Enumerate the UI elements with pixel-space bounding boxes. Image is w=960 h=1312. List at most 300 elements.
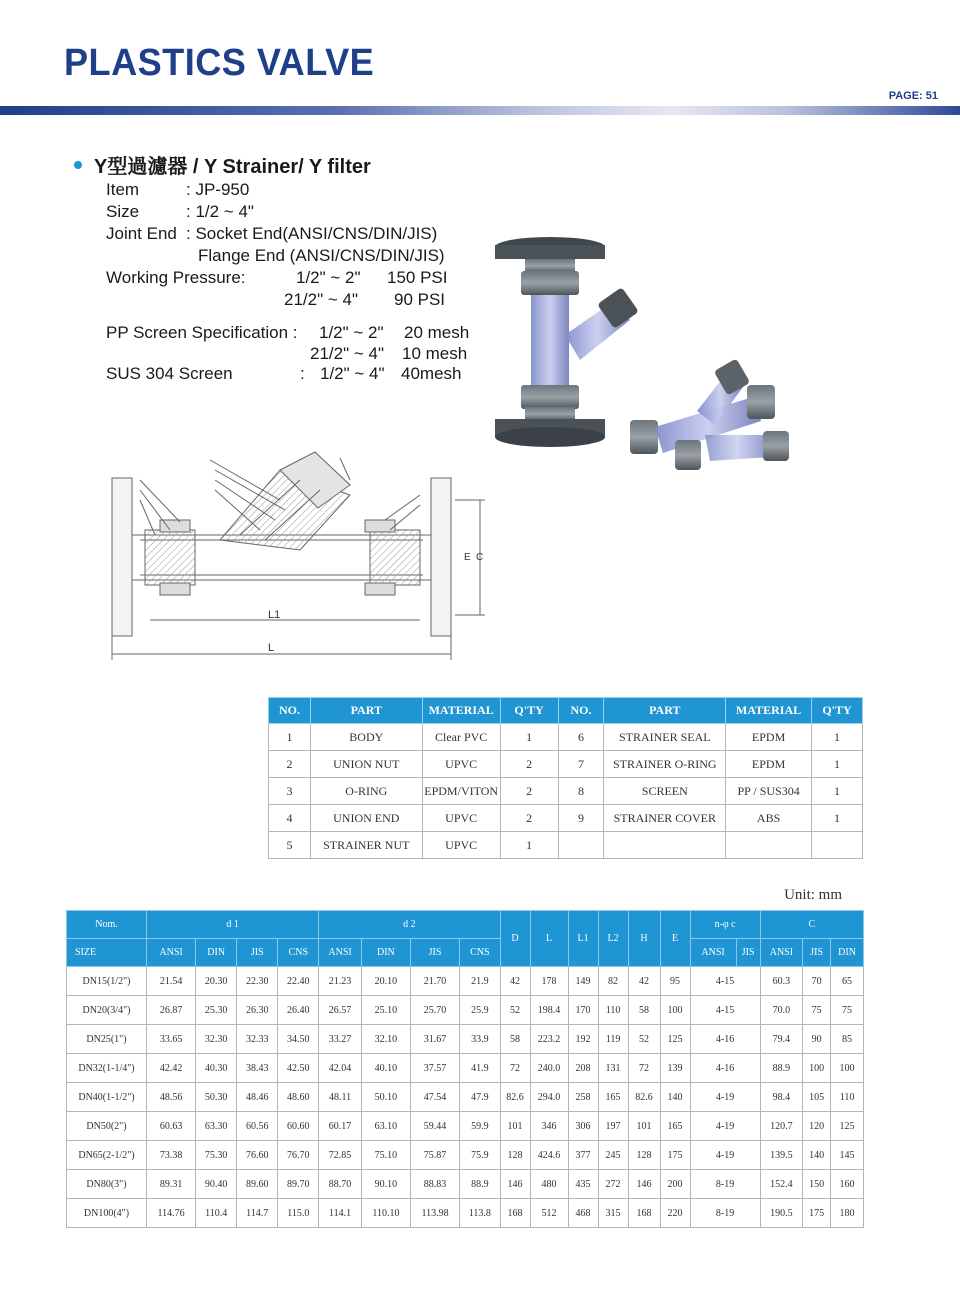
dims-table-cell: 294.0	[530, 1083, 568, 1112]
dims-table-cell: 100	[660, 996, 690, 1025]
dims-table-cell: 131	[598, 1054, 628, 1083]
dims-table-cell: 140	[803, 1141, 831, 1170]
parts-table-row	[269, 778, 863, 805]
parts-table-body	[269, 724, 863, 859]
dims-table-cell: 170	[568, 996, 598, 1025]
dims-table-cell: 98.4	[760, 1083, 803, 1112]
dims-table-cell: 48.11	[319, 1083, 362, 1112]
dims-table-cell: 8-19	[690, 1199, 760, 1228]
dims-table-cell: 88.70	[319, 1170, 362, 1199]
dims-header-C: C	[760, 911, 863, 939]
dims-table-cell: 59.9	[460, 1112, 500, 1141]
dims-table-cell: 21.23	[319, 967, 362, 996]
dims-sub-header: JIS	[736, 939, 760, 967]
page-number: PAGE: 51	[888, 90, 938, 102]
dims-table-cell: 33.9	[460, 1025, 500, 1054]
dims-table-cell: 480	[530, 1170, 568, 1199]
dims-table-cell: 85	[831, 1025, 864, 1054]
dims-table-row	[67, 1112, 864, 1141]
spec-pp-value-2: 10 mesh	[402, 344, 468, 363]
dims-table-cell: 25.10	[361, 996, 410, 1025]
dims-table-cell: 306	[568, 1112, 598, 1141]
dims-table-row	[67, 1054, 864, 1083]
parts-table-cell: 8	[558, 778, 604, 805]
dims-table-cell: 75.87	[410, 1141, 459, 1170]
dims-size-cell: DN20(3/4")	[67, 996, 147, 1025]
dims-table-cell: 95	[660, 967, 690, 996]
page-title: PLASTICS VALVE	[64, 42, 375, 84]
dims-header-nom: Nom.	[67, 911, 147, 939]
spec-joint-value-flange: Flange End (ANSI/CNS/DIN/JIS)	[198, 246, 445, 265]
dims-table-cell: 315	[598, 1199, 628, 1228]
dims-table-cell: 145	[831, 1141, 864, 1170]
header-divider-bar	[0, 106, 960, 115]
bullet-icon	[74, 161, 82, 169]
spec-pressure-label: Working Pressure:	[106, 268, 246, 287]
dims-table-cell: 42	[500, 967, 530, 996]
dims-table-cell: 120	[803, 1112, 831, 1141]
dims-table-cell: 100	[831, 1054, 864, 1083]
dims-table-cell: 8-19	[690, 1170, 760, 1199]
dims-size-cell: DN40(1-1/2")	[67, 1083, 147, 1112]
dims-table-cell: 58	[628, 996, 660, 1025]
dims-table-cell: 75.10	[361, 1141, 410, 1170]
dims-table-cell: 110	[831, 1083, 864, 1112]
spec-pp-label: PP Screen Specification :	[106, 323, 298, 342]
dims-table-cell: 160	[831, 1170, 864, 1199]
parts-table-row	[269, 805, 863, 832]
flanged-strainer-image	[495, 237, 639, 447]
parts-header-row	[269, 698, 863, 724]
dims-table-cell: 21.54	[147, 967, 196, 996]
dims-header-D: D	[500, 911, 530, 967]
dims-table-cell: 258	[568, 1083, 598, 1112]
dims-table-row	[67, 1025, 864, 1054]
dims-table-cell: 26.30	[237, 996, 278, 1025]
dims-table-cell: 60.56	[237, 1112, 278, 1141]
dims-table-cell: 128	[628, 1141, 660, 1170]
dims-table-cell: 128	[500, 1141, 530, 1170]
dims-sub-header: DIN	[361, 939, 410, 967]
dims-table-cell: 34.50	[278, 1025, 319, 1054]
dims-table-cell: 48.56	[147, 1083, 196, 1112]
dim-label-l1: L1	[268, 609, 281, 621]
dims-table-cell: 76.60	[237, 1141, 278, 1170]
dim-label-c: C	[476, 552, 484, 563]
spec-sus-colon: :	[300, 364, 305, 383]
dims-table-cell: 48.60	[278, 1083, 319, 1112]
dims-table-cell: 512	[530, 1199, 568, 1228]
parts-table-cell: UNION NUT	[310, 751, 422, 778]
dims-table-cell: 59.44	[410, 1112, 459, 1141]
dim-label-e: E	[464, 552, 471, 563]
spec-item-value: : JP-950	[186, 180, 250, 199]
dims-table-cell: 89.60	[237, 1170, 278, 1199]
parts-table-row	[269, 832, 863, 859]
dims-table-cell: 60.63	[147, 1112, 196, 1141]
dims-table-cell: 33.65	[147, 1025, 196, 1054]
dims-table-cell: 149	[568, 967, 598, 996]
dims-table-cell: 25.30	[196, 996, 237, 1025]
dims-table-cell: 110.4	[196, 1199, 237, 1228]
dims-table-cell: 26.40	[278, 996, 319, 1025]
dims-table-cell: 50.30	[196, 1083, 237, 1112]
dims-table-cell: 165	[660, 1112, 690, 1141]
parts-table-cell: 2	[500, 751, 558, 778]
dims-size-cell: DN32(1-1/4")	[67, 1054, 147, 1083]
parts-table-cell: STRAINER O-RING	[604, 751, 726, 778]
dims-table-cell: 119	[598, 1025, 628, 1054]
dims-table-cell: 72	[500, 1054, 530, 1083]
dims-table-row	[67, 1170, 864, 1199]
dims-table-cell: 25.70	[410, 996, 459, 1025]
dims-table-cell: 75	[831, 996, 864, 1025]
dims-table-cell: 20.10	[361, 967, 410, 996]
dims-table-cell: 31.67	[410, 1025, 459, 1054]
parts-table-cell: 1	[812, 805, 863, 832]
dims-header-H: H	[628, 911, 660, 967]
dims-table-cell: 22.30	[237, 967, 278, 996]
dims-table-cell: 105	[803, 1083, 831, 1112]
dims-table-cell: 89.70	[278, 1170, 319, 1199]
parts-table-cell: 7	[558, 751, 604, 778]
spec-item-label: Item	[106, 180, 140, 199]
spec-sus-label: SUS 304 Screen	[106, 364, 233, 383]
dims-size-cell: DN50(2")	[67, 1112, 147, 1141]
dims-table-cell: 40.10	[361, 1054, 410, 1083]
dims-table-cell: 139.5	[760, 1141, 803, 1170]
parts-table-cell: 6	[558, 724, 604, 751]
unit-label: Unit: mm	[784, 887, 842, 903]
dims-table-cell: 52	[628, 1025, 660, 1054]
dims-table-cell: 60.3	[760, 967, 803, 996]
parts-table-cell: PP / SUS304	[726, 778, 812, 805]
parts-table-cell: BODY	[310, 724, 422, 751]
dims-table-cell: 220	[660, 1199, 690, 1228]
dims-table-cell: 41.9	[460, 1054, 500, 1083]
dims-table-cell: 125	[660, 1025, 690, 1054]
dims-table-cell: 110.10	[361, 1199, 410, 1228]
parts-table-cell: 9	[558, 805, 604, 832]
dims-table-cell: 125	[831, 1112, 864, 1141]
parts-header-material-2: MATERIAL	[726, 698, 812, 724]
dims-table-cell: 100	[803, 1054, 831, 1083]
dims-header-n-phi-c: n-φ c	[690, 911, 760, 939]
parts-table-cell: Clear PVC	[422, 724, 500, 751]
parts-table-cell: UPVC	[422, 832, 500, 859]
parts-header-part-2: PART	[604, 698, 726, 724]
dims-sub-header: CNS	[278, 939, 319, 967]
dims-size-cell: DN100(4")	[67, 1199, 147, 1228]
dims-table-cell: 21.9	[460, 967, 500, 996]
dims-table-cell: 197	[598, 1112, 628, 1141]
dims-header-d1: d 1	[147, 911, 319, 939]
dims-table-cell: 245	[598, 1141, 628, 1170]
dims-sub-header: JIS	[410, 939, 459, 967]
parts-table-cell: 1	[812, 751, 863, 778]
parts-table-cell: 2	[500, 805, 558, 832]
parts-table-cell: SCREEN	[604, 778, 726, 805]
dims-table-cell: 82.6	[628, 1083, 660, 1112]
dims-table-cell: 4-19	[690, 1112, 760, 1141]
dims-header-size: SIZE	[67, 939, 147, 967]
dims-sub-header: ANSI	[690, 939, 736, 967]
dims-table-cell: 346	[530, 1112, 568, 1141]
dims-table-cell: 33.27	[319, 1025, 362, 1054]
section-title	[74, 150, 371, 179]
dims-table-cell: 4-16	[690, 1054, 760, 1083]
spec-sus-value: 40mesh	[401, 364, 462, 383]
dims-sub-header: CNS	[460, 939, 500, 967]
dims-table-cell: 240.0	[530, 1054, 568, 1083]
dims-table-cell: 82	[598, 967, 628, 996]
dims-table-cell: 75.30	[196, 1141, 237, 1170]
parts-header-qty: Q'TY	[500, 698, 558, 724]
parts-table-cell: 5	[269, 832, 311, 859]
dims-table-cell: 192	[568, 1025, 598, 1054]
parts-header-material: MATERIAL	[422, 698, 500, 724]
dims-table-cell: 20.30	[196, 967, 237, 996]
dims-table-cell: 52	[500, 996, 530, 1025]
dims-table-cell: 175	[660, 1141, 690, 1170]
dims-table-cell: 180	[831, 1199, 864, 1228]
dims-table-cell: 114.7	[237, 1199, 278, 1228]
dims-table-cell: 32.30	[196, 1025, 237, 1054]
dims-table-cell: 168	[628, 1199, 660, 1228]
dims-table-cell: 42	[628, 967, 660, 996]
parts-table-cell: 2	[269, 751, 311, 778]
dims-table-cell: 114.76	[147, 1199, 196, 1228]
parts-table-cell	[726, 832, 812, 859]
dims-table-body	[67, 967, 864, 1228]
dims-sub-header: ANSI	[319, 939, 362, 967]
dims-table-cell: 140	[660, 1083, 690, 1112]
dims-table-cell: 72.85	[319, 1141, 362, 1170]
parts-table-cell: UPVC	[422, 751, 500, 778]
dims-table-cell: 72	[628, 1054, 660, 1083]
dims-table-cell: 42.04	[319, 1054, 362, 1083]
dims-table-cell: 88.83	[410, 1170, 459, 1199]
dims-table-cell: 70.0	[760, 996, 803, 1025]
dims-table-cell: 468	[568, 1199, 598, 1228]
union-strainer-image	[630, 358, 789, 470]
dims-table-cell: 21.70	[410, 967, 459, 996]
dims-table-cell: 82.6	[500, 1083, 530, 1112]
parts-table-cell: STRAINER NUT	[310, 832, 422, 859]
dims-table-cell: 168	[500, 1199, 530, 1228]
spec-joint-label: Joint End	[106, 224, 177, 243]
dims-table-cell: 101	[500, 1112, 530, 1141]
dims-size-cell: DN65(2-1/2")	[67, 1141, 147, 1170]
dims-table-cell: 90	[803, 1025, 831, 1054]
dims-table-row	[67, 967, 864, 996]
dims-table-cell: 50.10	[361, 1083, 410, 1112]
dims-sub-header: JIS	[803, 939, 831, 967]
dims-table-cell: 88.9	[760, 1054, 803, 1083]
dims-table-cell: 32.33	[237, 1025, 278, 1054]
parts-table-cell: EPDM/VITON	[422, 778, 500, 805]
dims-table-row	[67, 1083, 864, 1112]
dims-table-cell: 60.60	[278, 1112, 319, 1141]
dims-table-cell: 90.40	[196, 1170, 237, 1199]
parts-header-part: PART	[310, 698, 422, 724]
dims-table-cell: 90.10	[361, 1170, 410, 1199]
dims-header-L: L	[530, 911, 568, 967]
dims-table-cell: 79.4	[760, 1025, 803, 1054]
dims-table-cell: 190.5	[760, 1199, 803, 1228]
dims-table-row	[67, 1199, 864, 1228]
parts-table-cell: 4	[269, 805, 311, 832]
dims-table-cell: 65	[831, 967, 864, 996]
dims-header-L2: L2	[598, 911, 628, 967]
parts-table-cell	[812, 832, 863, 859]
dims-table-cell: 165	[598, 1083, 628, 1112]
dims-table-cell: 175	[803, 1199, 831, 1228]
spec-pp-value-1: 20 mesh	[404, 323, 470, 342]
dims-table-cell: 178	[530, 967, 568, 996]
parts-header-qty-2: Q'TY	[812, 698, 863, 724]
spec-joint-value-socket: : Socket End(ANSI/CNS/DIN/JIS)	[186, 224, 438, 243]
parts-table	[268, 697, 863, 859]
dims-table-cell: 4-19	[690, 1141, 760, 1170]
dims-table-cell: 26.57	[319, 996, 362, 1025]
parts-table-cell: 1	[812, 724, 863, 751]
dims-table-cell: 76.70	[278, 1141, 319, 1170]
parts-table-cell: UPVC	[422, 805, 500, 832]
dims-table-cell: 38.43	[237, 1054, 278, 1083]
dims-size-cell: DN15(1/2")	[67, 967, 147, 996]
dims-sub-header: JIS	[237, 939, 278, 967]
dims-table-cell: 47.9	[460, 1083, 500, 1112]
dims-table-cell: 25.9	[460, 996, 500, 1025]
product-photo	[485, 235, 805, 495]
spec-pp-size-1: 1/2" ~ 2"	[319, 323, 384, 342]
dims-sub-header: ANSI	[760, 939, 803, 967]
dims-sub-header: DIN	[831, 939, 864, 967]
dims-table-cell: 113.8	[460, 1199, 500, 1228]
dims-table-cell: 114.1	[319, 1199, 362, 1228]
dims-header-L1: L1	[568, 911, 598, 967]
dims-table-cell: 377	[568, 1141, 598, 1170]
dims-table-row	[67, 996, 864, 1025]
spec-pp-size-2: 21/2" ~ 4"	[310, 344, 384, 363]
dims-table-cell: 60.17	[319, 1112, 362, 1141]
section-title-text: Y型過濾器 / Y Strainer/ Y filter	[94, 156, 371, 178]
dims-table-cell: 58	[500, 1025, 530, 1054]
dims-table-cell: 4-15	[690, 996, 760, 1025]
parts-table-cell: O-RING	[310, 778, 422, 805]
parts-header-no: NO.	[269, 698, 311, 724]
parts-table-cell: 3	[269, 778, 311, 805]
spec-size-label: Size	[106, 202, 140, 221]
dims-table-cell: 146	[628, 1170, 660, 1199]
spec-sus-size: 1/2" ~ 4"	[320, 364, 385, 383]
dims-table-cell: 115.0	[278, 1199, 319, 1228]
technical-drawing	[100, 440, 490, 670]
dims-sub-header: ANSI	[147, 939, 196, 967]
dims-table-cell: 4-15	[690, 967, 760, 996]
dims-table-cell: 113.98	[410, 1199, 459, 1228]
dims-table-cell: 208	[568, 1054, 598, 1083]
dims-size-cell: DN80(3")	[67, 1170, 147, 1199]
parts-table-cell: 1	[269, 724, 311, 751]
parts-table-cell: ABS	[726, 805, 812, 832]
dims-table-cell: 48.46	[237, 1083, 278, 1112]
parts-table-row	[269, 751, 863, 778]
dims-table-cell: 88.9	[460, 1170, 500, 1199]
dims-table-cell: 22.40	[278, 967, 319, 996]
dims-table-cell: 32.10	[361, 1025, 410, 1054]
dims-table-cell: 4-19	[690, 1083, 760, 1112]
dims-table-cell: 223.2	[530, 1025, 568, 1054]
dims-table-cell: 150	[803, 1170, 831, 1199]
parts-table-cell: STRAINER COVER	[604, 805, 726, 832]
parts-table-cell: EPDM	[726, 751, 812, 778]
dims-table-cell: 200	[660, 1170, 690, 1199]
parts-table-cell: STRAINER SEAL	[604, 724, 726, 751]
dims-table-cell: 424.6	[530, 1141, 568, 1170]
dims-table-cell: 4-16	[690, 1025, 760, 1054]
dims-header-d2: d 2	[319, 911, 500, 939]
dims-table-cell: 70	[803, 967, 831, 996]
parts-table-cell	[558, 832, 604, 859]
parts-table-cell: EPDM	[726, 724, 812, 751]
dims-table-row	[67, 1141, 864, 1170]
dims-table-cell: 37.57	[410, 1054, 459, 1083]
dims-table-cell: 110	[598, 996, 628, 1025]
parts-table-cell: 1	[500, 832, 558, 859]
spec-pressure-size-1: 1/2" ~ 2"	[296, 268, 361, 287]
spec-pressure-value-1: 150 PSI	[387, 268, 448, 287]
spec-pressure-value-2: 90 PSI	[394, 290, 446, 309]
dims-table-cell: 26.87	[147, 996, 196, 1025]
dims-group-header-row	[67, 911, 864, 939]
dim-label-l: L	[268, 642, 275, 654]
parts-table-row	[269, 724, 863, 751]
dims-size-cell: DN25(1")	[67, 1025, 147, 1054]
parts-table-cell	[604, 832, 726, 859]
parts-table-cell: 1	[500, 724, 558, 751]
dims-table-cell: 73.38	[147, 1141, 196, 1170]
parts-header-no-2: NO.	[558, 698, 604, 724]
spec-pressure-size-2: 21/2" ~ 4"	[284, 290, 358, 309]
dims-table-cell: 139	[660, 1054, 690, 1083]
dims-table-cell: 146	[500, 1170, 530, 1199]
dims-table-cell: 435	[568, 1170, 598, 1199]
dimensions-table	[66, 910, 864, 1228]
dims-table-cell: 63.10	[361, 1112, 410, 1141]
dims-table-cell: 42.50	[278, 1054, 319, 1083]
spec-size-value: : 1/2 ~ 4"	[186, 202, 254, 221]
dims-table-cell: 75	[803, 996, 831, 1025]
dims-table-cell: 75.9	[460, 1141, 500, 1170]
dims-table-cell: 63.30	[196, 1112, 237, 1141]
parts-table-cell: 1	[812, 778, 863, 805]
dims-header-E: E	[660, 911, 690, 967]
dims-table-cell: 152.4	[760, 1170, 803, 1199]
parts-table-cell: 2	[500, 778, 558, 805]
dims-sub-header-row	[67, 939, 864, 967]
dims-table-cell: 272	[598, 1170, 628, 1199]
dims-table-cell: 47.54	[410, 1083, 459, 1112]
parts-table-cell: UNION END	[310, 805, 422, 832]
dims-sub-header: DIN	[196, 939, 237, 967]
dims-table-cell: 42.42	[147, 1054, 196, 1083]
dims-table-cell: 120.7	[760, 1112, 803, 1141]
dims-table-cell: 89.31	[147, 1170, 196, 1199]
dims-table-cell: 40.30	[196, 1054, 237, 1083]
dims-table-cell: 101	[628, 1112, 660, 1141]
